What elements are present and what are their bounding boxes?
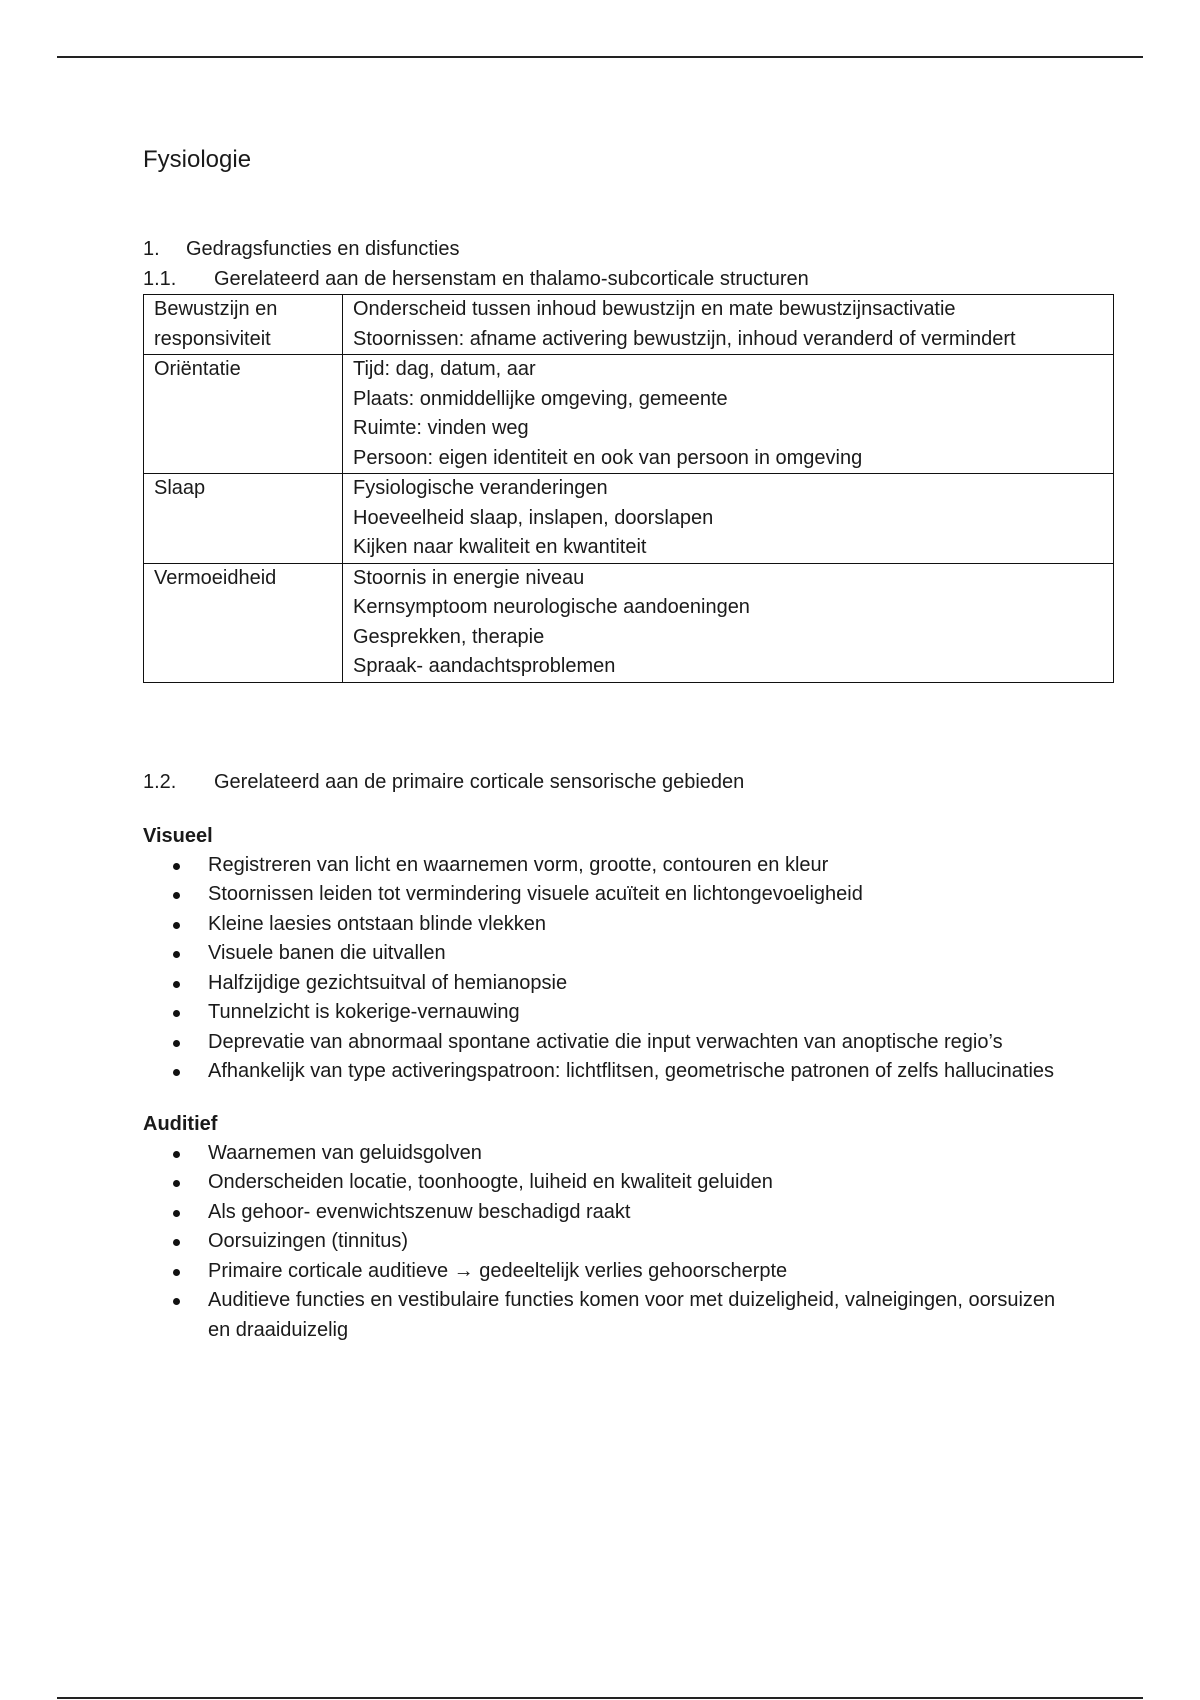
row-label: responsiviteit: [154, 327, 271, 350]
list-item: [143, 1286, 1068, 1345]
bullet-icon: [173, 1239, 180, 1246]
list-item-text: Registreren van licht en waarnemen vorm, grootte, contouren en kleur: [208, 853, 829, 876]
table-row: [144, 474, 1114, 564]
list-item-text: Afhankelijk van type activeringspatroon: lichtflitsen, geometrische patronen of zelfs hallucinaties: [208, 1060, 1055, 1082]
section-number: 1.2.: [143, 770, 177, 793]
section-heading-1-2: [143, 767, 1123, 797]
row-line: Persoon: eigen identiteit en ook van persoon in omgeving: [353, 446, 863, 469]
list-item: [143, 969, 1068, 999]
list-item-text: Oorsuizingen (tinnitus): [208, 1230, 409, 1252]
list-item-text: Kleine laesies ontstaan blinde vlekken: [208, 912, 546, 935]
row-line: Fysiologische veranderingen: [353, 477, 608, 499]
chapter-heading: [143, 234, 1123, 264]
row-label: Vermoeidheid: [154, 566, 277, 589]
row-label: Slaap: [154, 477, 206, 499]
bullet-icon: [173, 1040, 180, 1047]
auditief-heading: Auditief: [143, 1112, 218, 1135]
section-heading-1-1: [143, 264, 1123, 294]
chapter-title: Gedragsfuncties en disfuncties: [186, 238, 460, 260]
row-line: Gesprekken, therapie: [353, 625, 545, 648]
table-cell-label: [144, 295, 343, 355]
footer-rule: [57, 1697, 1143, 1699]
bullet-icon: [173, 1269, 180, 1276]
list-item: [143, 1028, 1068, 1058]
list-item: [143, 998, 1068, 1028]
row-line: Hoeveelheid slaap, inslapen, doorslapen: [353, 506, 714, 529]
section-title: Gerelateerd aan de primaire corticale sensorische gebieden: [214, 770, 745, 793]
bullet-icon: [173, 1180, 180, 1187]
list-item-text: Deprevatie van abnormaal spontane activatie die input verwachten van anoptische regio’s: [208, 1030, 1003, 1053]
list-item-text: Onderscheiden locatie, toonhoogte, luiheid en kwaliteit geluiden: [208, 1171, 773, 1193]
list-item: [143, 851, 1068, 881]
list-item-text: Waarnemen van geluidsgolven: [208, 1141, 482, 1164]
visueel-heading: Visueel: [143, 824, 213, 847]
bullet-icon: [173, 892, 180, 899]
table-cell-content: [343, 563, 1114, 682]
table-cell-label: [144, 474, 343, 564]
list-item-text: Primaire corticale auditieve → gedeeltelijk verlies gehoorscherpte: [208, 1259, 788, 1282]
row-line: Tijd: dag, datum, aar: [353, 358, 536, 380]
bullet-icon: [173, 1298, 180, 1305]
table-row: [144, 563, 1114, 682]
bullet-icon: [173, 1210, 180, 1217]
auditief-list: [143, 1139, 1123, 1346]
bullet-icon: [173, 1010, 180, 1017]
list-item-text: Visuele banen die uitvallen: [208, 942, 446, 964]
row-line: Onderscheid tussen inhoud bewustzijn en mate bewustzijnsactivatie: [353, 298, 956, 320]
table-cell-label: [144, 355, 343, 474]
list-item: [143, 939, 1068, 969]
list-item: [143, 1168, 1068, 1198]
list-item-text: Auditieve functies en vestibulaire functies komen voor met duizeligheid, valneigingen, oorsuizen en draaiduizelig: [208, 1289, 1056, 1341]
section-title: Gerelateerd aan de hersenstam en thalamo-subcorticale structuren: [214, 268, 809, 290]
section-number: 1.1.: [143, 268, 177, 290]
row-line: Spraak- aandachtsproblemen: [353, 655, 616, 677]
visueel-list: [143, 851, 1123, 1087]
row-line: Stoornissen: afname activering bewustzijn, inhoud veranderd of vermindert: [353, 327, 1016, 350]
list-item: [143, 1057, 1068, 1087]
table-cell-content: [343, 474, 1114, 564]
table-row: [144, 355, 1114, 474]
bullet-icon: [173, 981, 180, 988]
header-rule: [57, 56, 1143, 58]
row-line: Kernsymptoom neurologische aandoeningen: [353, 596, 750, 618]
row-label: Bewustzijn en: [154, 298, 278, 320]
list-item: [143, 1227, 1068, 1257]
row-line: Plaats: onmiddellijke omgeving, gemeente: [353, 387, 728, 410]
list-item-text: Stoornissen leiden tot vermindering visuele acuïteit en lichtongevoeligheid: [208, 883, 863, 905]
row-label: Oriëntatie: [154, 358, 241, 380]
table-cell-content: [343, 295, 1114, 355]
document-body: [143, 140, 1123, 1345]
row-line: Ruimte: vinden weg: [353, 417, 529, 439]
table-cell-content: [343, 355, 1114, 474]
list-item: [143, 910, 1068, 940]
list-item: [143, 1257, 1068, 1287]
list-item: [143, 880, 1068, 910]
bullet-icon: [173, 1151, 180, 1158]
page-title: Fysiologie: [143, 146, 252, 173]
bullet-icon: [173, 863, 180, 870]
functions-table: [143, 294, 1114, 683]
table-cell-label: [144, 563, 343, 682]
bullet-icon: [173, 1069, 180, 1076]
list-item: [143, 1139, 1068, 1169]
list-item-text: Tunnelzicht is kokerige-vernauwing: [208, 1001, 520, 1023]
list-item-text: Als gehoor- evenwichtszenuw beschadigd raakt: [208, 1200, 631, 1223]
table-row: [144, 295, 1114, 355]
row-line: Stoornis in energie niveau: [353, 566, 585, 589]
chapter-number: 1.: [143, 238, 160, 260]
list-item-text: Halfzijdige gezichtsuitval of hemianopsie: [208, 971, 568, 994]
list-item: [143, 1198, 1068, 1228]
bullet-icon: [173, 922, 180, 929]
row-line: Kijken naar kwaliteit en kwantiteit: [353, 536, 647, 558]
bullet-icon: [173, 951, 180, 958]
